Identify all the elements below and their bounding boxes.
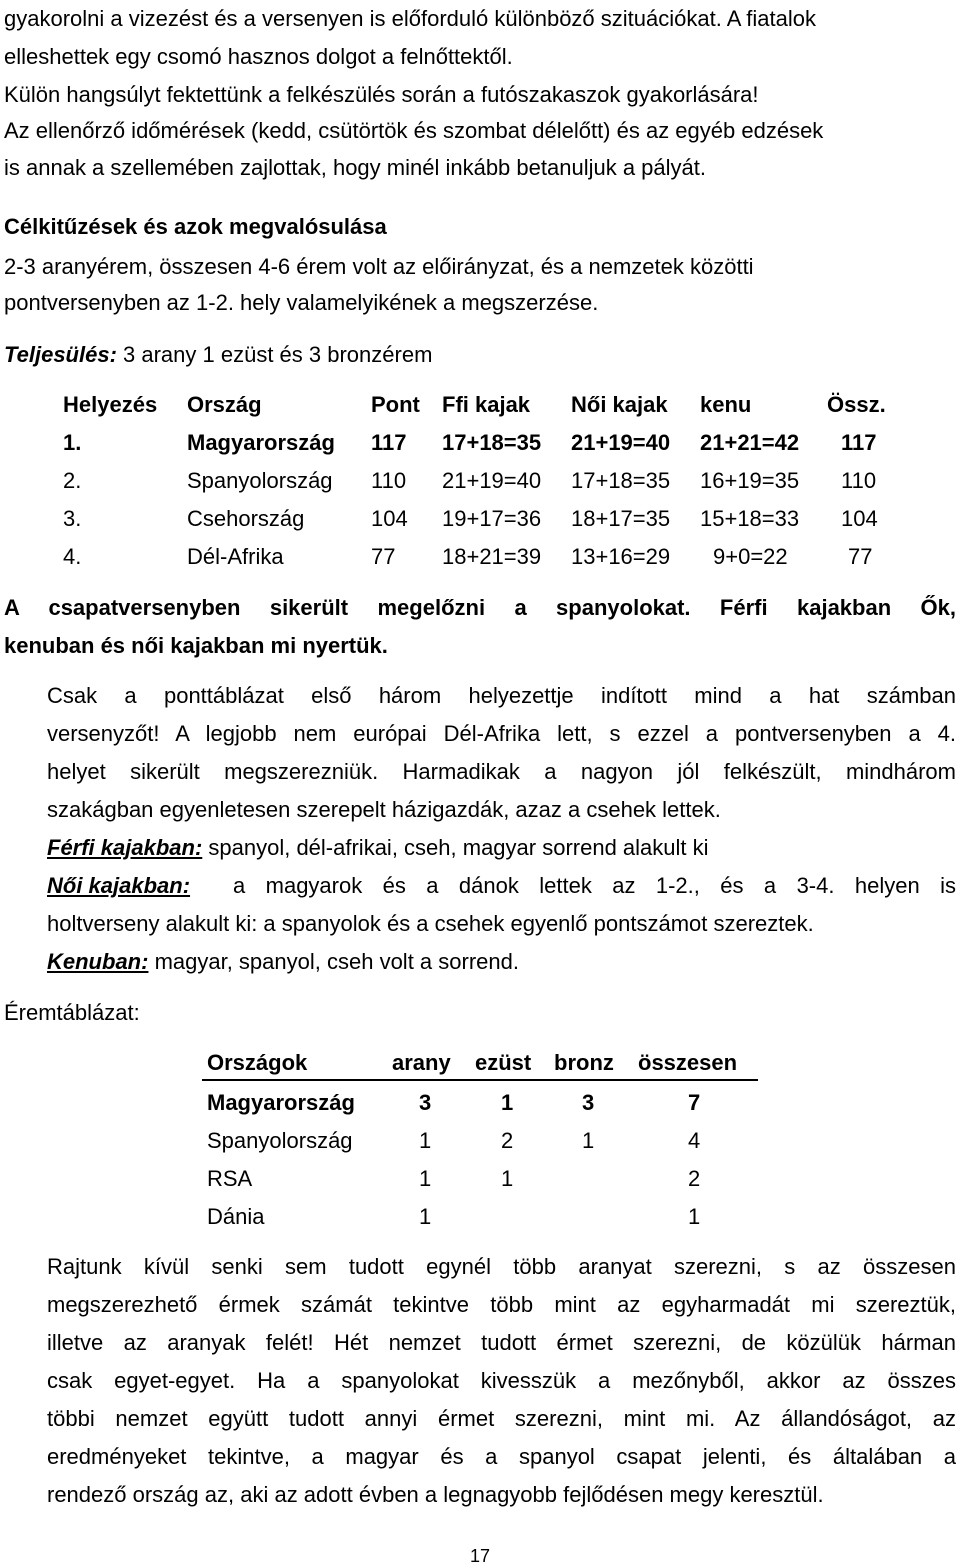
points-cell: 117 bbox=[841, 430, 877, 455]
points-header-cell: Pont bbox=[371, 392, 420, 417]
points-cell: Spanyolország bbox=[187, 468, 333, 493]
points-cell: 21+19=40 bbox=[442, 468, 542, 493]
points-cell: 16+19=35 bbox=[700, 468, 800, 493]
medal-header-cell: arany bbox=[392, 1050, 451, 1075]
closing-line: többi nemzet együtt tudott annyi érmet szerezni, mint mi. Az állandóságot, az bbox=[47, 1406, 956, 1431]
women-text: a magyarok és a dánok lettek az 1-2., és a 3-4. helyen is bbox=[233, 873, 956, 898]
closing-line: illetve az aranyak felét! Hét nemzet tudott érmet szerezni, de közülük hárman bbox=[47, 1330, 956, 1355]
points-cell: Magyarország bbox=[187, 430, 335, 455]
women-label: Női kajakban: bbox=[47, 873, 191, 898]
points-header-cell: Helyezés bbox=[63, 392, 158, 417]
men-label: Férfi kajakban: bbox=[47, 835, 203, 860]
medal-header-cell: Országok bbox=[207, 1050, 308, 1075]
points-header-cell: Ország bbox=[187, 392, 262, 417]
men-line bbox=[47, 829, 709, 867]
points-cell: 3. bbox=[63, 506, 82, 531]
closing-line: rendező ország az, aki az adott évben a legnagyobb fejlődésen megy keresztül. bbox=[47, 1482, 824, 1507]
points-cell: 9+0=22 bbox=[713, 544, 788, 569]
women-line: holtverseny alakult ki: a spanyolok és a csehek egyenlő pontszámot szereztek. bbox=[47, 911, 814, 936]
points-cell: 2. bbox=[63, 468, 82, 493]
para-line: versenyzőt! A legjobb nem európai Dél-Afrika lett, s ezzel a pontversenyben a 4. bbox=[47, 721, 956, 746]
medal-header-cell: összesen bbox=[638, 1050, 738, 1075]
medal-cell: 1 bbox=[419, 1128, 432, 1153]
result-label: Teljesülés: bbox=[4, 342, 117, 367]
para-line: helyet sikerült megszerezniük. Harmadikak a nagyon jól felkészült, mindhárom bbox=[47, 759, 956, 784]
intro-line: is annak a szellemében zajlottak, hogy minél inkább betanuljuk a pályát. bbox=[4, 155, 706, 180]
result-line bbox=[4, 336, 432, 374]
medal-header-cell: ezüst bbox=[475, 1050, 532, 1075]
intro-line: Külön hangsúlyt fektettünk a felkészülés során a futószakaszok gyakorlására! bbox=[4, 82, 759, 107]
medal-heading: Éremtáblázat: bbox=[4, 1000, 140, 1025]
men-text: spanyol, dél-afrikai, cseh, magyar sorrend alakult ki bbox=[202, 835, 709, 860]
points-cell: 77 bbox=[371, 544, 396, 569]
points-cell: 21+19=40 bbox=[571, 430, 671, 455]
medal-cell: RSA bbox=[207, 1166, 253, 1191]
para-line: Csak a ponttáblázat első három helyezettje indított mind a hat számban bbox=[47, 683, 956, 708]
points-cell: 17+18=35 bbox=[442, 430, 542, 455]
points-cell: Dél-Afrika bbox=[187, 544, 284, 569]
points-cell: 117 bbox=[371, 430, 407, 455]
medal-cell: 1 bbox=[582, 1128, 595, 1153]
canoe-label: Kenuban: bbox=[47, 949, 149, 974]
points-header-cell: kenu bbox=[700, 392, 752, 417]
canoe-line bbox=[47, 943, 519, 981]
team-line: A csapatversenyben sikerült megelőzni a spanyolokat. Férfi kajakban Ők, bbox=[4, 595, 956, 620]
points-cell: 18+21=39 bbox=[442, 544, 542, 569]
points-cell: 17+18=35 bbox=[571, 468, 671, 493]
medal-header-divider bbox=[202, 1079, 758, 1081]
goals-line: pontversenyben az 1-2. hely valamelyikének a megszerzése. bbox=[4, 290, 599, 315]
points-cell: 21+21=42 bbox=[700, 430, 800, 455]
medal-cell: 2 bbox=[501, 1128, 514, 1153]
medal-cell: 7 bbox=[688, 1090, 701, 1115]
points-header-cell: Női kajak bbox=[571, 392, 668, 417]
points-cell: 104 bbox=[371, 506, 408, 531]
medal-cell: Dánia bbox=[207, 1204, 265, 1229]
closing-line: Rajtunk kívül senki sem tudott egynél több aranyat szerezni, s az összesen bbox=[47, 1254, 956, 1279]
points-header-cell: Ffi kajak bbox=[442, 392, 531, 417]
intro-line: gyakorolni a vizezést és a versenyen is előforduló különböző szituációkat. A fiatalok bbox=[4, 6, 817, 31]
page-number: 17 bbox=[469, 1546, 491, 1566]
medal-header-cell: bronz bbox=[554, 1050, 614, 1075]
closing-line: megszerezhető érmek számát tekintve több mint az egyharmadát mi szereztük, bbox=[47, 1292, 956, 1317]
intro-line: Az ellenőrző időmérések (kedd, csütörtök és szombat délelőtt) és az egyéb edzések bbox=[4, 118, 824, 143]
para-line: szakágban egyenletesen szerepelt házigazdák, azaz a csehek lettek. bbox=[47, 797, 721, 822]
closing-line: csak egyet-egyet. Ha a spanyolokat kivesszük a mezőnyből, akkor az összes bbox=[47, 1368, 956, 1393]
points-cell: 4. bbox=[63, 544, 82, 569]
team-line: kenuban és női kajakban mi nyertük. bbox=[4, 633, 388, 658]
points-cell: 18+17=35 bbox=[571, 506, 671, 531]
goals-line: 2-3 aranyérem, összesen 4-6 érem volt az előirányzat, és a nemzetek közötti bbox=[4, 254, 754, 279]
medal-cell: 2 bbox=[688, 1166, 701, 1191]
goals-heading: Célkitűzések és azok megvalósulása bbox=[4, 214, 387, 239]
medal-cell: 1 bbox=[501, 1166, 514, 1191]
points-cell: 110 bbox=[371, 468, 407, 493]
points-cell: 19+17=36 bbox=[442, 506, 542, 531]
medal-cell: 1 bbox=[688, 1204, 701, 1229]
medal-cell: 3 bbox=[419, 1090, 432, 1115]
points-header-cell: Össz. bbox=[827, 392, 886, 417]
medal-cell: 1 bbox=[501, 1090, 514, 1115]
medal-cell: 1 bbox=[419, 1166, 432, 1191]
points-cell: 110 bbox=[841, 468, 877, 493]
medal-cell: Spanyolország bbox=[207, 1128, 353, 1153]
points-cell: 104 bbox=[841, 506, 878, 531]
points-cell: 13+16=29 bbox=[571, 544, 671, 569]
medal-cell: 4 bbox=[688, 1128, 701, 1153]
medal-cell: Magyarország bbox=[207, 1090, 355, 1115]
closing-line: eredményeket tekintve, a magyar és a spanyol csapat jelenti, és általában a bbox=[47, 1444, 956, 1469]
result-text: 3 arany 1 ezüst és 3 bronzérem bbox=[116, 342, 433, 367]
points-cell: 77 bbox=[848, 544, 873, 569]
points-cell: Csehország bbox=[187, 506, 305, 531]
canoe-text: magyar, spanyol, cseh volt a sorrend. bbox=[148, 949, 519, 974]
intro-line: elleshettek egy csomó hasznos dolgot a felnőttektől. bbox=[4, 44, 513, 69]
medal-cell: 3 bbox=[582, 1090, 595, 1115]
points-cell: 15+18=33 bbox=[700, 506, 800, 531]
points-cell: 1. bbox=[63, 430, 82, 455]
medal-cell: 1 bbox=[419, 1204, 432, 1229]
